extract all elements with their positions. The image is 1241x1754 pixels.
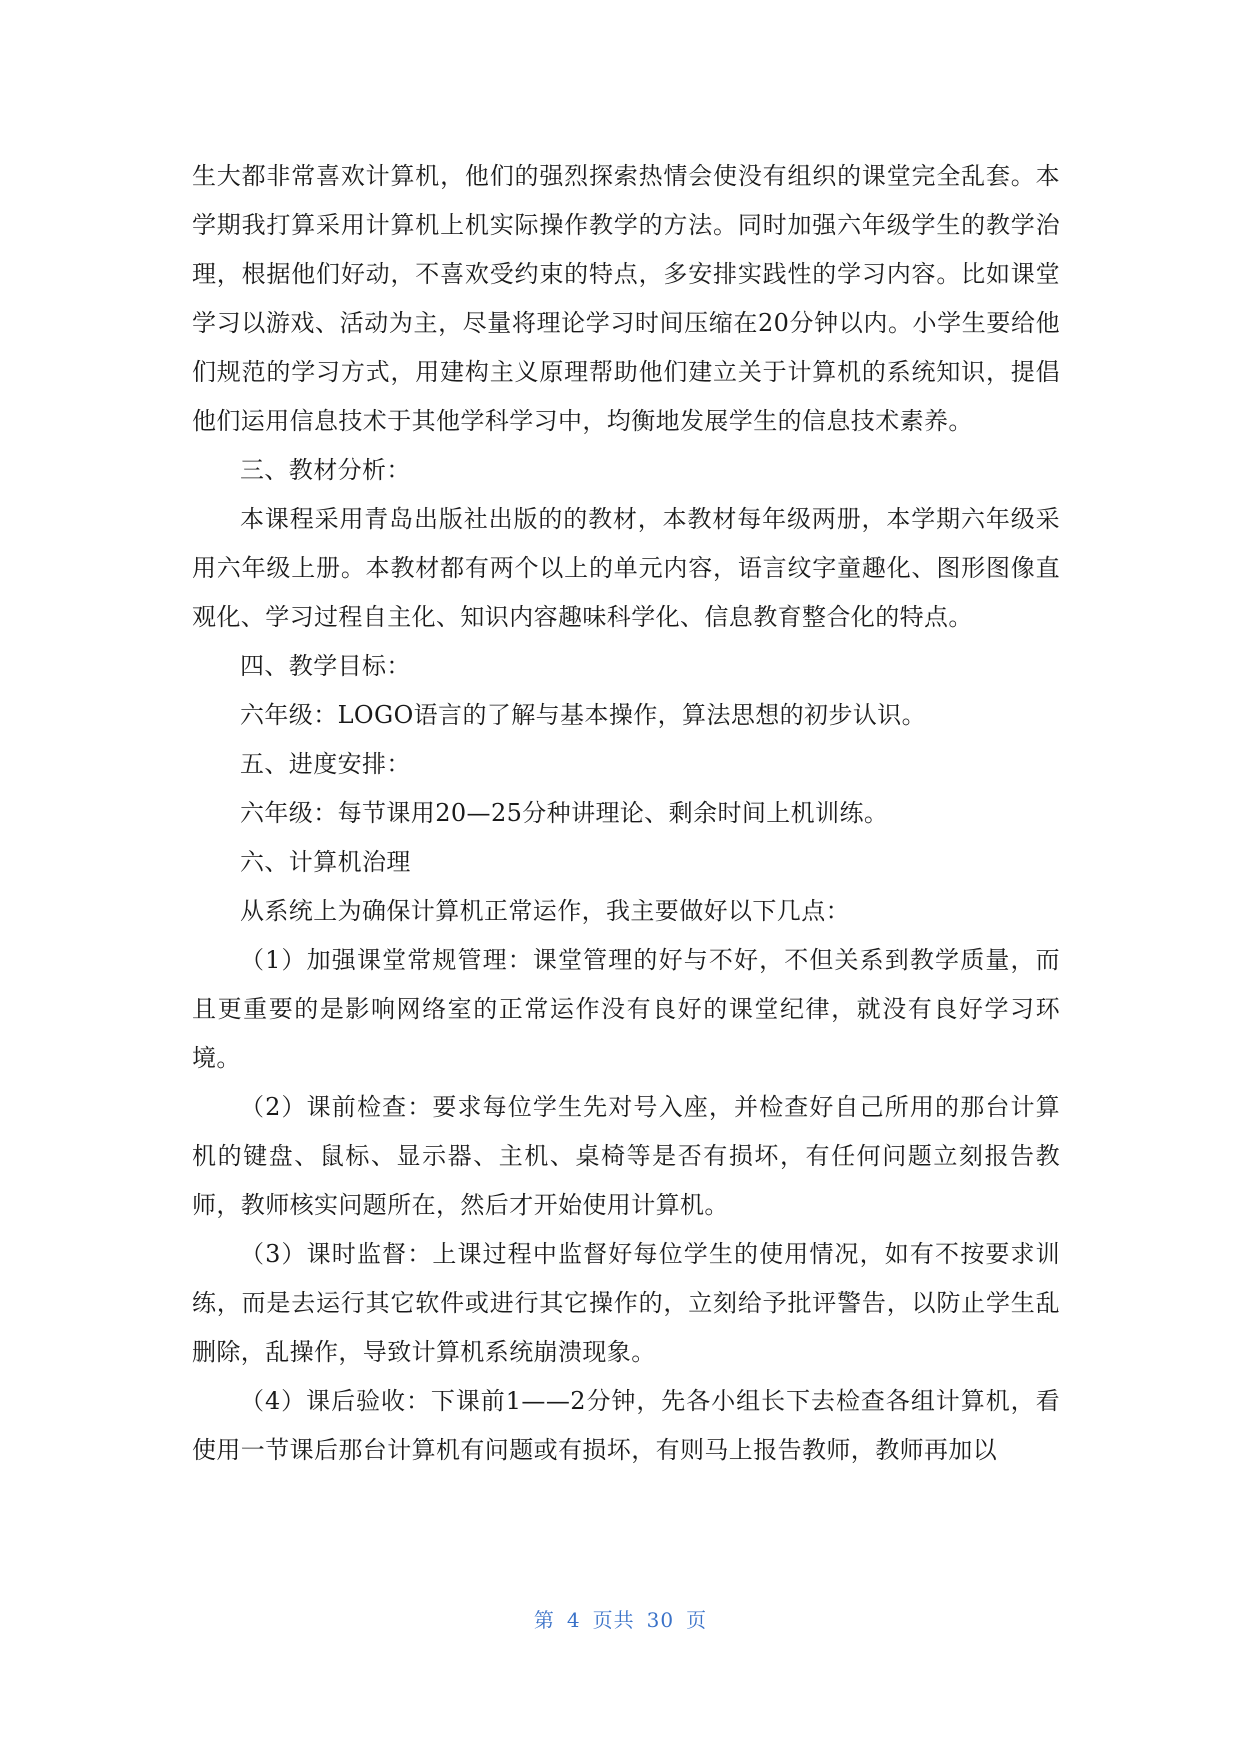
heading-textbook-analysis: 三、教材分析： bbox=[240, 456, 411, 484]
paragraph-schedule: 六年级：每节课用20—25分种讲理论、剩余时间上机训练。 bbox=[240, 799, 889, 827]
list-item-4: （4）课后验收：下课前1——2分钟，先各小组长下去检查各组计算机，看使用一节课后那台计算机有问题或有损坏，有则马上报告教师，教师再加以 bbox=[192, 1387, 1060, 1464]
paragraph-1: 生大都非常喜欢计算机，他们的强烈探索热情会使没有组织的课堂完全乱套。本学期我打算采用计算机上机实际操作教学的方法。同时加强六年级学生的教学治理，根据他们好动，不喜欢受约束的特点，多安排实践性的学习内容。比如课堂学习以游戏、活动为主，尽量将理论学习时间压缩在20分钟以内。小学生要给他们规范的学习方式，用建构主义原理帮助他们建立关于计算机的系统知识，提倡他们运用信息技术于其他学科学习中，均衡地发展学生的信息技术素养。 bbox=[192, 162, 1060, 435]
list-item-3: （3）课时监督：上课过程中监督好每位学生的使用情况，如有不按要求训练，而是去运行其它软件或进行其它操作的，立刻给予批评警告，以防止学生乱删除，乱操作，导致计算机系统崩溃现象。 bbox=[192, 1240, 1060, 1366]
document-body bbox=[192, 152, 1060, 1475]
current-page-number: 4 bbox=[566, 1608, 581, 1632]
footer-prefix: 第 bbox=[533, 1608, 555, 1632]
heading-computer-management: 六、计算机治理 bbox=[240, 848, 411, 876]
heading-teaching-goals: 四、教学目标： bbox=[240, 652, 411, 680]
paragraph-management-intro: 从系统上为确保计算机正常运作，我主要做好以下几点： bbox=[240, 897, 850, 925]
list-item-1: （1）加强课堂常规管理：课堂管理的好与不好，不但关系到教学质量，而且更重要的是影响网络室的正常运作没有良好的课堂纪律，就没有良好学习环境。 bbox=[192, 946, 1060, 1072]
total-pages-number: 30 bbox=[646, 1608, 675, 1632]
paragraph-textbook-analysis: 本课程采用青岛出版社出版的的教材，本教材每年级两册，本学期六年级采用六年级上册。本教材都有两个以上的单元内容，语言纹字童趣化、图形图像直观化、学习过程自主化、知识内容趣味科学化、信息教育整合化的特点。 bbox=[192, 505, 1060, 631]
heading-schedule: 五、进度安排： bbox=[240, 750, 411, 778]
footer-middle: 页共 bbox=[592, 1608, 635, 1632]
list-item-2: （2）课前检查：要求每位学生先对号入座，并检查好自己所用的那台计算机的键盘、鼠标、显示器、主机、桌椅等是否有损坏，有任何问题立刻报告教师，教师核实问题所在，然后才开始使用计算机。 bbox=[192, 1093, 1060, 1219]
footer-suffix: 页 bbox=[686, 1608, 708, 1632]
page-footer bbox=[0, 1604, 1241, 1633]
paragraph-teaching-goals: 六年级：LOGO语言的了解与基本操作，算法思想的初步认识。 bbox=[240, 701, 927, 729]
